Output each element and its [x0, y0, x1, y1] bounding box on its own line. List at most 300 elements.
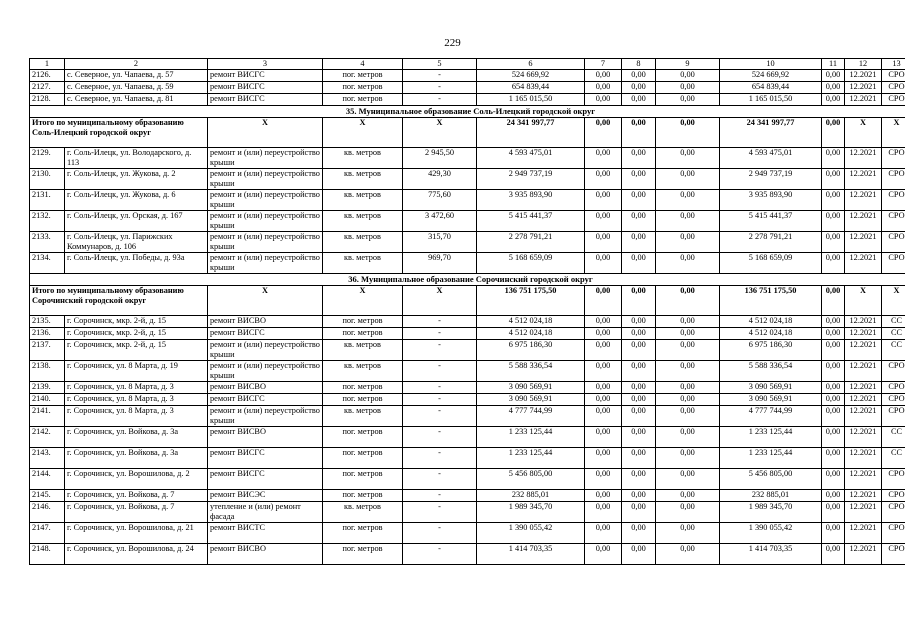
work-type-cell: утепление и (или) ремонт фасада	[208, 502, 323, 523]
address-cell: г. Соль-Илецк, ул. Володарского, д. 113	[65, 148, 208, 169]
quantity-cell: -	[403, 469, 477, 490]
date-cell: 12.2021	[845, 169, 882, 190]
table-cell: 0,00	[822, 427, 845, 448]
table-cell: 0,00	[622, 406, 656, 427]
table-cell: 0,00	[622, 394, 656, 406]
table-row	[30, 253, 905, 274]
total-cell: X	[845, 118, 882, 148]
row-number: 2140.	[30, 394, 65, 406]
unit-cell: кв. метров	[323, 340, 403, 361]
total-cell: X	[208, 286, 323, 316]
table-cell: 0,00	[622, 70, 656, 82]
row-number: 2134.	[30, 253, 65, 274]
table-cell: 0,00	[585, 232, 622, 253]
table-row	[30, 427, 905, 448]
column-header: 12	[845, 59, 882, 70]
table-cell: 1 233 125,44	[720, 448, 822, 469]
table-cell: 0,00	[622, 361, 656, 382]
table-cell: 0,00	[822, 340, 845, 361]
column-header: 1	[30, 59, 65, 70]
table-cell: 0,00	[656, 70, 720, 82]
method-cell: СРО	[882, 502, 905, 523]
section-title: 36. Муниципальное образование Сорочинский городской округ	[30, 274, 905, 286]
table-cell: 0,00	[622, 232, 656, 253]
table-cell: 0,00	[585, 490, 622, 502]
unit-cell: пог. метров	[323, 427, 403, 448]
address-cell: г. Соль-Илецк, ул. Жукова, д. 2	[65, 169, 208, 190]
table-cell: 0,00	[656, 94, 720, 106]
work-type-cell: ремонт ВИСВО	[208, 382, 323, 394]
quantity-cell: -	[403, 523, 477, 544]
total-cost-cell: 5 415 441,37	[477, 211, 585, 232]
method-cell: СРО	[882, 544, 905, 565]
date-cell: 12.2021	[845, 94, 882, 106]
column-header: 8	[622, 59, 656, 70]
total-cell: 24 341 997,77	[477, 118, 585, 148]
total-cost-cell: 4 512 024,18	[477, 316, 585, 328]
total-cell: X	[403, 118, 477, 148]
table-cell: 0,00	[822, 94, 845, 106]
table-cell: 0,00	[585, 361, 622, 382]
table-cell: 0,00	[622, 82, 656, 94]
column-header: 4	[323, 59, 403, 70]
table-cell: 0,00	[656, 148, 720, 169]
table-cell: 1 233 125,44	[720, 427, 822, 448]
date-cell: 12.2021	[845, 382, 882, 394]
table-cell: 0,00	[656, 340, 720, 361]
work-type-cell: ремонт ВИСВО	[208, 427, 323, 448]
work-type-cell: ремонт ВИСГС	[208, 94, 323, 106]
method-cell: СРО	[882, 211, 905, 232]
table-cell: 0,00	[656, 406, 720, 427]
unit-cell: пог. метров	[323, 490, 403, 502]
total-cost-cell: 1 390 055,42	[477, 523, 585, 544]
address-cell: г. Сорочинск, мкр. 2-й, д. 15	[65, 340, 208, 361]
work-type-cell: ремонт и (или) переустройство крыши	[208, 340, 323, 361]
total-cost-cell: 2 949 737,19	[477, 169, 585, 190]
work-type-cell: ремонт и (или) переустройство крыши	[208, 169, 323, 190]
table-cell: 4 512 024,18	[720, 316, 822, 328]
column-header: 3	[208, 59, 323, 70]
total-cell: 136 751 175,50	[477, 286, 585, 316]
total-cost-cell: 4 777 744,99	[477, 406, 585, 427]
date-cell: 12.2021	[845, 148, 882, 169]
unit-cell: пог. метров	[323, 82, 403, 94]
total-cell: X	[845, 286, 882, 316]
table-cell: 0,00	[656, 361, 720, 382]
table-cell: 0,00	[622, 523, 656, 544]
total-cost-cell: 1 165 015,50	[477, 94, 585, 106]
table-cell: 0,00	[656, 316, 720, 328]
table-cell: 0,00	[822, 316, 845, 328]
total-cost-cell: 4 512 024,18	[477, 328, 585, 340]
row-number: 2148.	[30, 544, 65, 565]
table-cell: 0,00	[585, 253, 622, 274]
total-cell: X	[323, 118, 403, 148]
table-row	[30, 544, 905, 565]
table-cell: 0,00	[622, 448, 656, 469]
quantity-cell: 315,70	[403, 232, 477, 253]
method-cell: СРО	[882, 94, 905, 106]
date-cell: 12.2021	[845, 82, 882, 94]
table-cell: 0,00	[656, 544, 720, 565]
table-cell: 1 414 703,35	[720, 544, 822, 565]
work-type-cell: ремонт и (или) переустройство крыши	[208, 361, 323, 382]
date-cell: 12.2021	[845, 361, 882, 382]
table-cell: 0,00	[656, 253, 720, 274]
table-cell: 0,00	[622, 253, 656, 274]
table-cell: 0,00	[585, 544, 622, 565]
date-cell: 12.2021	[845, 211, 882, 232]
address-cell: г. Сорочинск, ул. 8 Марта, д. 3	[65, 382, 208, 394]
address-cell: г. Соль-Илецк, ул. Орская, д. 167	[65, 211, 208, 232]
work-type-cell: ремонт ВИСГС	[208, 448, 323, 469]
work-type-cell: ремонт и (или) переустройство крыши	[208, 406, 323, 427]
row-number: 2145.	[30, 490, 65, 502]
table-cell: 0,00	[622, 502, 656, 523]
table-cell: 0,00	[822, 232, 845, 253]
table-row	[30, 70, 905, 82]
table-row	[30, 190, 905, 211]
total-cost-cell: 4 593 475,01	[477, 148, 585, 169]
date-cell: 12.2021	[845, 502, 882, 523]
table-row	[30, 316, 905, 328]
table-cell: 0,00	[585, 169, 622, 190]
total-cost-cell: 1 233 125,44	[477, 448, 585, 469]
table-cell: 0,00	[622, 382, 656, 394]
work-type-cell: ремонт ВИСГС	[208, 70, 323, 82]
quantity-cell: 969,70	[403, 253, 477, 274]
address-cell: г. Сорочинск, ул. Войкова, д. 3а	[65, 448, 208, 469]
method-cell: СРО	[882, 469, 905, 490]
table-cell: 0,00	[656, 427, 720, 448]
quantity-cell: -	[403, 340, 477, 361]
table-cell: 0,00	[622, 211, 656, 232]
table-cell: 4 512 024,18	[720, 328, 822, 340]
table-row	[30, 340, 905, 361]
table-cell: 0,00	[622, 169, 656, 190]
table-cell: 0,00	[656, 211, 720, 232]
total-cost-cell: 524 669,92	[477, 70, 585, 82]
table-cell: 0,00	[656, 169, 720, 190]
total-cost-cell: 232 885,01	[477, 490, 585, 502]
table-cell: 0,00	[585, 382, 622, 394]
method-cell: СРО	[882, 232, 905, 253]
quantity-cell: -	[403, 361, 477, 382]
table-row	[30, 502, 905, 523]
table-cell: 4 593 475,01	[720, 148, 822, 169]
table-cell: 0,00	[585, 502, 622, 523]
column-header: 13	[882, 59, 905, 70]
total-cell: 0,00	[622, 286, 656, 316]
method-cell: СРО	[882, 148, 905, 169]
table-cell: 0,00	[656, 469, 720, 490]
table-row	[30, 448, 905, 469]
table-cell: 0,00	[822, 70, 845, 82]
address-cell: с. Северное, ул. Чапаева, д. 59	[65, 82, 208, 94]
table-cell: 0,00	[822, 394, 845, 406]
table-cell: 0,00	[622, 340, 656, 361]
quantity-cell: -	[403, 448, 477, 469]
table-cell: 0,00	[585, 523, 622, 544]
table-cell: 0,00	[656, 382, 720, 394]
table-cell: 0,00	[622, 148, 656, 169]
table-cell: 524 669,92	[720, 70, 822, 82]
work-type-cell: ремонт и (или) переустройство крыши	[208, 190, 323, 211]
address-cell: г. Сорочинск, мкр. 2-й, д. 15	[65, 328, 208, 340]
quantity-cell: -	[403, 544, 477, 565]
table-cell: 0,00	[656, 394, 720, 406]
row-number: 2144.	[30, 469, 65, 490]
work-type-cell: ремонт ВИСГС	[208, 82, 323, 94]
table-cell: 0,00	[585, 469, 622, 490]
table-cell: 0,00	[656, 490, 720, 502]
table-cell: 0,00	[585, 448, 622, 469]
total-cell: 0,00	[822, 118, 845, 148]
table-cell: 0,00	[585, 340, 622, 361]
work-type-cell: ремонт ВИСВО	[208, 544, 323, 565]
total-cell: X	[323, 286, 403, 316]
table-cell: 0,00	[822, 169, 845, 190]
unit-cell: пог. метров	[323, 70, 403, 82]
table-row	[30, 148, 905, 169]
unit-cell: кв. метров	[323, 502, 403, 523]
total-cost-cell: 6 975 186,30	[477, 340, 585, 361]
address-cell: г. Сорочинск, мкр. 2-й, д. 15	[65, 316, 208, 328]
unit-cell: пог. метров	[323, 544, 403, 565]
date-cell: 12.2021	[845, 544, 882, 565]
work-type-cell: ремонт ВИСЭС	[208, 490, 323, 502]
table-cell: 0,00	[822, 211, 845, 232]
table-cell: 3 090 569,91	[720, 382, 822, 394]
date-cell: 12.2021	[845, 394, 882, 406]
row-number: 2142.	[30, 427, 65, 448]
row-number: 2133.	[30, 232, 65, 253]
table-cell: 2 278 791,21	[720, 232, 822, 253]
total-cost-cell: 3 090 569,91	[477, 382, 585, 394]
table-cell: 5 168 659,09	[720, 253, 822, 274]
work-type-cell: ремонт ВИСТС	[208, 523, 323, 544]
table-cell: 0,00	[622, 328, 656, 340]
quantity-cell: 2 945,50	[403, 148, 477, 169]
column-header: 2	[65, 59, 208, 70]
total-row	[30, 118, 905, 148]
total-cost-cell: 5 168 659,09	[477, 253, 585, 274]
total-cost-cell: 1 989 345,70	[477, 502, 585, 523]
address-cell: г. Сорочинск, ул. Ворошилова, д. 21	[65, 523, 208, 544]
row-number: 2138.	[30, 361, 65, 382]
work-type-cell: ремонт и (или) переустройство крыши	[208, 148, 323, 169]
row-number: 2129.	[30, 148, 65, 169]
table-cell: 0,00	[822, 469, 845, 490]
method-cell: СС	[882, 316, 905, 328]
work-type-cell: ремонт и (или) переустройство крыши	[208, 211, 323, 232]
table-cell: 0,00	[622, 469, 656, 490]
table-row	[30, 394, 905, 406]
address-cell: с. Северное, ул. Чапаева, д. 81	[65, 94, 208, 106]
unit-cell: кв. метров	[323, 232, 403, 253]
address-cell: г. Сорочинск, ул. 8 Марта, д. 19	[65, 361, 208, 382]
date-cell: 12.2021	[845, 427, 882, 448]
table-cell: 0,00	[585, 94, 622, 106]
total-cell: X	[882, 118, 905, 148]
address-cell: с. Северное, ул. Чапаева, д. 57	[65, 70, 208, 82]
quantity-cell: -	[403, 502, 477, 523]
total-cost-cell: 5 456 805,00	[477, 469, 585, 490]
unit-cell: кв. метров	[323, 190, 403, 211]
table-cell: 0,00	[585, 427, 622, 448]
row-number: 2135.	[30, 316, 65, 328]
table-cell: 3 935 893,90	[720, 190, 822, 211]
table-cell: 0,00	[822, 406, 845, 427]
method-cell: СРО	[882, 523, 905, 544]
date-cell: 12.2021	[845, 406, 882, 427]
row-number: 2143.	[30, 448, 65, 469]
address-cell: г. Сорочинск, ул. Войкова, д. 7	[65, 490, 208, 502]
table-cell: 0,00	[585, 148, 622, 169]
row-number: 2127.	[30, 82, 65, 94]
table-row	[30, 406, 905, 427]
table-cell: 3 090 569,91	[720, 394, 822, 406]
total-cost-cell: 5 588 336,54	[477, 361, 585, 382]
address-cell: г. Сорочинск, ул. Войкова, д. 7	[65, 502, 208, 523]
section-header	[30, 274, 905, 286]
date-cell: 12.2021	[845, 190, 882, 211]
row-number: 2132.	[30, 211, 65, 232]
total-cell: X	[208, 118, 323, 148]
table-cell: 0,00	[585, 211, 622, 232]
table-cell: 0,00	[656, 82, 720, 94]
table-cell: 0,00	[622, 190, 656, 211]
unit-cell: кв. метров	[323, 169, 403, 190]
table-cell: 0,00	[585, 406, 622, 427]
method-cell: СРО	[882, 490, 905, 502]
table-cell: 0,00	[822, 523, 845, 544]
total-cell: 24 341 997,77	[720, 118, 822, 148]
address-cell: г. Соль-Илецк, ул. Жукова, д. 6	[65, 190, 208, 211]
method-cell: СС	[882, 340, 905, 361]
program-table	[29, 58, 905, 565]
page-number: 229	[444, 37, 461, 49]
section-header	[30, 106, 905, 118]
total-cell: 0,00	[656, 286, 720, 316]
table-cell: 0,00	[822, 328, 845, 340]
work-type-cell: ремонт ВИСГС	[208, 469, 323, 490]
total-cell: 0,00	[656, 118, 720, 148]
work-type-cell: ремонт ВИСВО	[208, 316, 323, 328]
unit-cell: пог. метров	[323, 328, 403, 340]
unit-cell: кв. метров	[323, 253, 403, 274]
method-cell: СРО	[882, 382, 905, 394]
date-cell: 12.2021	[845, 328, 882, 340]
quantity-cell: 3 472,60	[403, 211, 477, 232]
total-cell: 0,00	[622, 118, 656, 148]
section-title: 35. Муниципальное образование Соль-Илецкий городской округ	[30, 106, 905, 118]
table-cell: 0,00	[622, 316, 656, 328]
row-number: 2136.	[30, 328, 65, 340]
table-cell: 0,00	[656, 448, 720, 469]
table-cell: 5 588 336,54	[720, 361, 822, 382]
work-type-cell: ремонт ВИСГС	[208, 328, 323, 340]
method-cell: СС	[882, 427, 905, 448]
row-number: 2130.	[30, 169, 65, 190]
row-number: 2139.	[30, 382, 65, 394]
quantity-cell: -	[403, 490, 477, 502]
date-cell: 12.2021	[845, 253, 882, 274]
table-row	[30, 469, 905, 490]
work-type-cell: ремонт и (или) переустройство крыши	[208, 253, 323, 274]
method-cell: СРО	[882, 361, 905, 382]
table-row	[30, 490, 905, 502]
table-cell: 0,00	[585, 328, 622, 340]
table-cell: 6 975 186,30	[720, 340, 822, 361]
row-number: 2126.	[30, 70, 65, 82]
table-row	[30, 232, 905, 253]
date-cell: 12.2021	[845, 448, 882, 469]
table-cell: 0,00	[656, 523, 720, 544]
table-cell: 5 456 805,00	[720, 469, 822, 490]
method-cell: СРО	[882, 190, 905, 211]
table-cell: 1 390 055,42	[720, 523, 822, 544]
work-type-cell: ремонт и (или) переустройство крыши	[208, 232, 323, 253]
method-cell: СС	[882, 448, 905, 469]
table-cell: 0,00	[822, 490, 845, 502]
column-header: 7	[585, 59, 622, 70]
column-header-row	[30, 59, 905, 70]
method-cell: СС	[882, 328, 905, 340]
date-cell: 12.2021	[845, 70, 882, 82]
table-row	[30, 382, 905, 394]
table-cell: 654 839,44	[720, 82, 822, 94]
method-cell: СРО	[882, 82, 905, 94]
table-row	[30, 361, 905, 382]
table-cell: 0,00	[822, 502, 845, 523]
quantity-cell: -	[403, 427, 477, 448]
table-cell: 232 885,01	[720, 490, 822, 502]
table-row	[30, 82, 905, 94]
total-cell: 0,00	[585, 286, 622, 316]
work-type-cell: ремонт ВИСГС	[208, 394, 323, 406]
quantity-cell: -	[403, 406, 477, 427]
table-cell: 0,00	[622, 544, 656, 565]
unit-cell: пог. метров	[323, 382, 403, 394]
table-cell: 0,00	[822, 253, 845, 274]
method-cell: СРО	[882, 70, 905, 82]
table-cell: 1 165 015,50	[720, 94, 822, 106]
total-cost-cell: 2 278 791,21	[477, 232, 585, 253]
column-header: 6	[477, 59, 585, 70]
table-cell: 0,00	[822, 544, 845, 565]
total-cell: X	[882, 286, 905, 316]
table-cell: 0,00	[656, 232, 720, 253]
date-cell: 12.2021	[845, 316, 882, 328]
unit-cell: кв. метров	[323, 406, 403, 427]
quantity-cell: 429,30	[403, 169, 477, 190]
address-cell: г. Соль-Илецк, ул. Парижских Коммунаров, д. 106	[65, 232, 208, 253]
unit-cell: пог. метров	[323, 448, 403, 469]
table-cell: 0,00	[656, 190, 720, 211]
total-cell: 0,00	[585, 118, 622, 148]
table-cell: 4 777 744,99	[720, 406, 822, 427]
method-cell: СРО	[882, 253, 905, 274]
column-header: 10	[720, 59, 822, 70]
table-cell: 0,00	[656, 328, 720, 340]
quantity-cell: -	[403, 70, 477, 82]
table-cell: 0,00	[585, 394, 622, 406]
table-cell: 0,00	[822, 361, 845, 382]
table-row	[30, 94, 905, 106]
method-cell: СРО	[882, 406, 905, 427]
